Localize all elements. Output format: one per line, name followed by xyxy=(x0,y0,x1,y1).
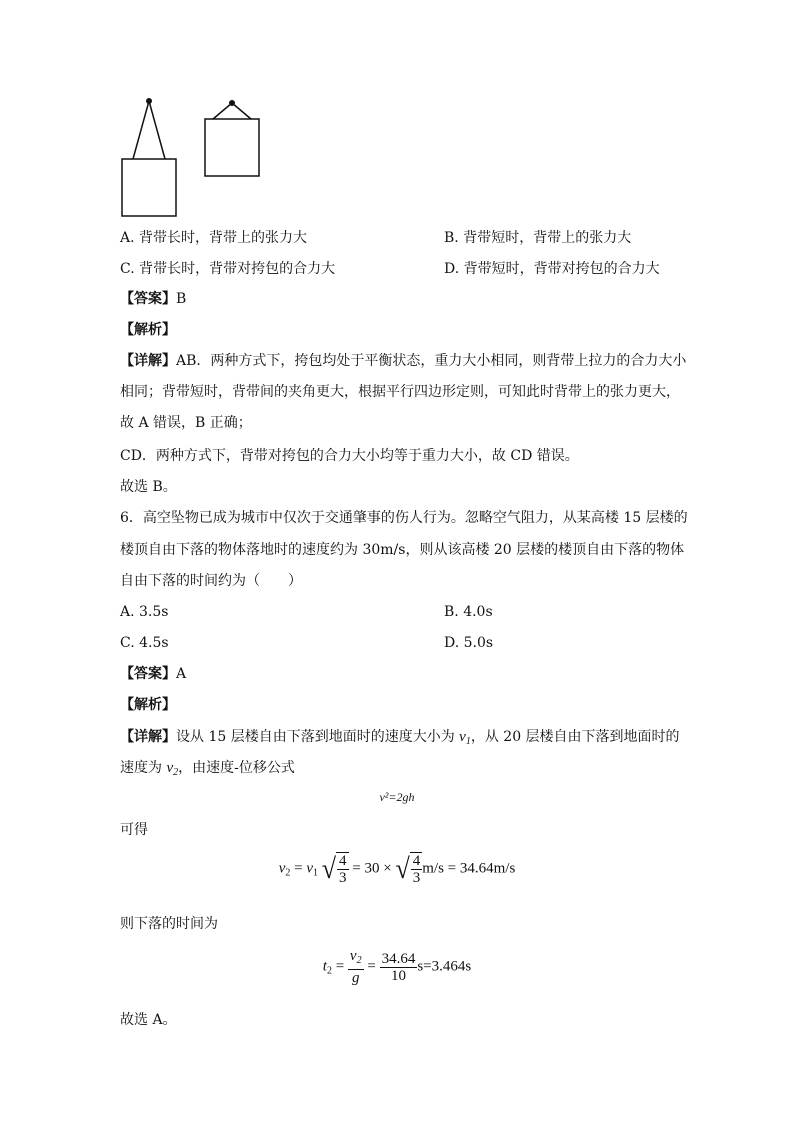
frac-num-value: 34.64 xyxy=(381,950,416,967)
formula-t2: $t_2$ = $\frac{v_2}{g}$ = $\frac{34.64}{10}$ s=3.464s xyxy=(322,948,472,986)
formula-v1: v xyxy=(306,860,313,877)
detail-text: AB．两种方式下，挎包均处于平衡状态，重力大小相同，则背带上拉力的合力大小 xyxy=(176,353,687,369)
q6-option-c: C. 4.5s xyxy=(120,635,169,651)
q6-detail-line-2 xyxy=(120,758,295,783)
q5-detail-line-1 xyxy=(120,351,686,371)
q6-stem-line-1: 6．高空坠物已成为城市中仅次于交通肇事的伤人行为。忽略空气阻力，从某高楼 15 层楼的 xyxy=(120,510,688,526)
formula-unit: m/s xyxy=(422,860,444,877)
formula-lhs: v xyxy=(278,860,286,877)
frac-num-sub: 2 xyxy=(356,955,362,966)
detail-text: ，从 20 层楼自由下落到地面时的 xyxy=(470,729,680,745)
q6-detail-line-1 xyxy=(120,727,680,752)
detail-text: 速度为 xyxy=(120,760,167,776)
frac-values xyxy=(380,951,418,984)
formula-v2: $v_2 = v_1$ √ $\frac{4}{3}$ = 30 × √ $\frac{4}{3}$ m/s = 34.64m/s xyxy=(278,852,516,886)
frac-v2-g xyxy=(348,948,364,986)
q6-stem-line-2: 楼顶自由下落的物体落地时的速度约为 30m/s，则从该高楼 20 层楼的楼顶自由下落的物体 xyxy=(120,542,685,558)
sqrt-symbol: √ $\frac{4}{3}$ xyxy=(321,852,347,886)
sqrt-symbol: √ $\frac{4}{3}$ xyxy=(395,852,421,886)
q5-conclusion: 故选 B。 xyxy=(120,479,177,495)
v2-symbol: $v_2$ xyxy=(166,760,179,778)
detail-text: 设从 15 层楼自由下落到地面时的速度大小为 xyxy=(176,729,460,745)
q5-option-c: C. 背带长时，背带对挎包的合力大 xyxy=(120,261,336,277)
q5-detail-line-3: 故 A 错误，B 正确； xyxy=(120,415,252,431)
q6-option-d: D. 5.0s xyxy=(444,635,494,651)
answer-value: B xyxy=(176,291,187,307)
formula-lhs-sub: 2 xyxy=(285,867,291,879)
frac-num-v: v xyxy=(349,948,357,964)
frac-num: 4 xyxy=(412,853,421,869)
q5-detail-line-2: 相同；背带短时，背带间的夹角更大，根据平行四边形定则，可知此时背带上的张力更大， xyxy=(120,384,680,400)
formula-v1-sub: 1 xyxy=(313,867,318,879)
detail-tag: 【详解】 xyxy=(120,729,176,745)
q5-option-b: B. 背带短时，背带上的张力大 xyxy=(444,230,632,246)
formula-result: = 34.64m/s xyxy=(443,860,516,877)
formula-lhs-sub: 2 xyxy=(326,965,332,977)
frac-den: 3 xyxy=(339,870,347,886)
q5-detail-line-4: CD．两种方式下，背带对挎包的合力大小均等于重力大小，故 CD 错误。 xyxy=(120,448,579,464)
frac-den: 3 xyxy=(412,870,421,886)
answer-value: A xyxy=(176,666,187,682)
q5-option-a: A. 背带长时，背带上的张力大 xyxy=(120,230,308,246)
q6-keyi: 可得 xyxy=(120,822,148,838)
q5-answer xyxy=(120,289,186,309)
frac-den-g: g xyxy=(352,970,360,986)
q6-answer xyxy=(120,664,186,684)
q6-option-b: B. 4.0s xyxy=(444,604,493,620)
v1-symbol: $v_1$ xyxy=(459,729,471,747)
answer-tag: 【答案】 xyxy=(120,666,176,682)
q5-analysis-tag: 【解析】 xyxy=(120,322,176,338)
formula-lhs: t xyxy=(322,958,327,975)
formula-result: s=3.464s xyxy=(417,958,472,975)
frac-den-value: 10 xyxy=(390,967,406,984)
formula-velocity-displacement: v²=2gh xyxy=(379,790,415,804)
answer-tag: 【答案】 xyxy=(120,291,176,307)
formula-mid: = 30 × xyxy=(352,860,396,877)
detail-tag: 【详解】 xyxy=(120,353,176,369)
frac-num: 4 xyxy=(339,853,347,869)
q6-option-a: A. 3.5s xyxy=(120,604,169,620)
detail-text: ，由速度-位移公式 xyxy=(178,760,295,776)
q6-analysis-tag: 【解析】 xyxy=(120,697,176,713)
bag-figure xyxy=(115,95,275,220)
q5-option-d: D. 背带短时，背带对挎包的合力大 xyxy=(444,261,660,277)
q6-time-text: 则下落的时间为 xyxy=(120,916,218,932)
q6-stem-line-3: 自由下落的时间约为（ ） xyxy=(120,573,302,589)
q6-conclusion: 故选 A。 xyxy=(120,1012,177,1028)
